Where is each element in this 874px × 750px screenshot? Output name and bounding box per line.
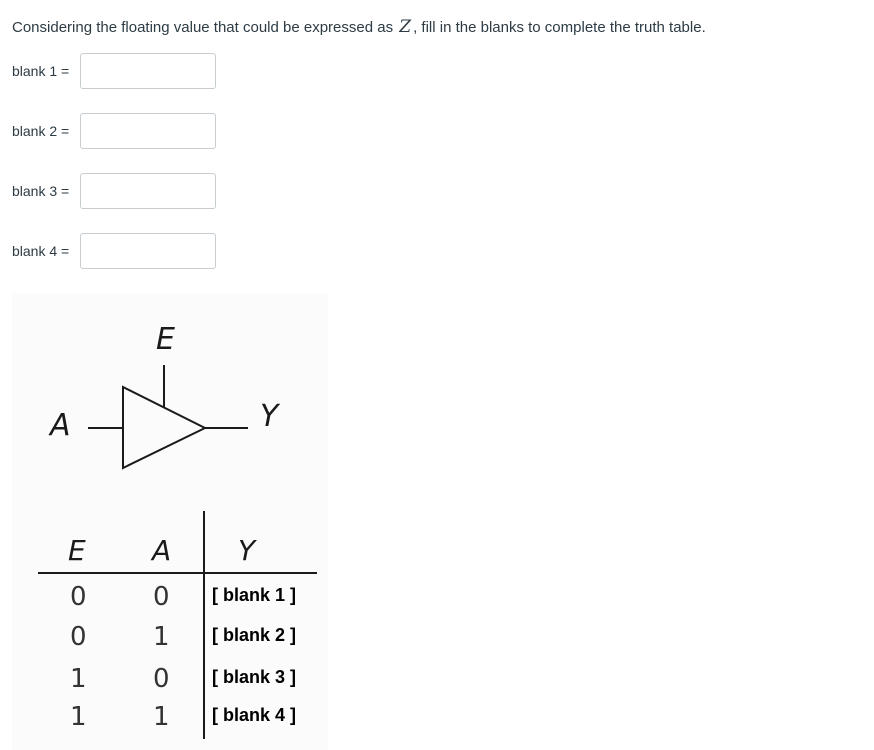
table-cell-y: [ blank 2 ] xyxy=(212,625,297,645)
table-cell-y: [ blank 1 ] xyxy=(212,585,297,605)
blank-input-1[interactable] xyxy=(80,53,216,89)
table-cell-y: [ blank 3 ] xyxy=(212,667,297,687)
question-text-after: , fill in the blanks to complete the truth table. xyxy=(413,19,706,36)
blank-row-2 xyxy=(12,112,216,150)
figure-svg xyxy=(12,293,328,750)
enable-label: E xyxy=(156,322,175,357)
question-symbol: Z xyxy=(399,17,412,37)
table-cell-y: [ blank 4 ] xyxy=(212,705,297,725)
blank-label-1: blank 1 = xyxy=(12,63,70,79)
table-row xyxy=(70,702,296,732)
table-cell-a: 0 xyxy=(153,582,170,612)
blank-input-3[interactable] xyxy=(80,173,216,209)
question-text-before: Considering the floating value that could be expressed as xyxy=(12,19,394,36)
table-header-y: Y xyxy=(238,534,256,567)
blank-label-4: blank 4 = xyxy=(12,243,70,259)
question-text xyxy=(12,17,706,37)
table-cell-e: 0 xyxy=(70,622,87,652)
blank-input-2[interactable] xyxy=(80,113,216,149)
table-cell-a: 0 xyxy=(153,664,170,694)
table-cell-e: 1 xyxy=(70,664,87,694)
table-row xyxy=(70,622,296,652)
blank-input-4[interactable] xyxy=(80,233,216,269)
input-label: A xyxy=(50,408,71,443)
table-cell-e: 1 xyxy=(70,702,87,732)
table-cell-e: 0 xyxy=(70,582,87,612)
blank-row-4 xyxy=(12,232,216,270)
circuit-figure xyxy=(12,293,328,750)
table-row xyxy=(70,582,296,612)
table-cell-a: 1 xyxy=(153,702,170,732)
table-cell-a: 1 xyxy=(153,622,170,652)
tristate-buffer-gate xyxy=(48,322,281,468)
truth-table xyxy=(38,511,317,739)
output-label: Y xyxy=(260,399,279,434)
table-header-a: A xyxy=(152,534,172,567)
blank-row-1 xyxy=(12,52,216,90)
table-header-e: E xyxy=(68,534,86,567)
blank-row-3 xyxy=(12,172,216,210)
blank-label-2: blank 2 = xyxy=(12,123,70,139)
table-row xyxy=(70,664,296,694)
blank-label-3: blank 3 = xyxy=(12,183,70,199)
